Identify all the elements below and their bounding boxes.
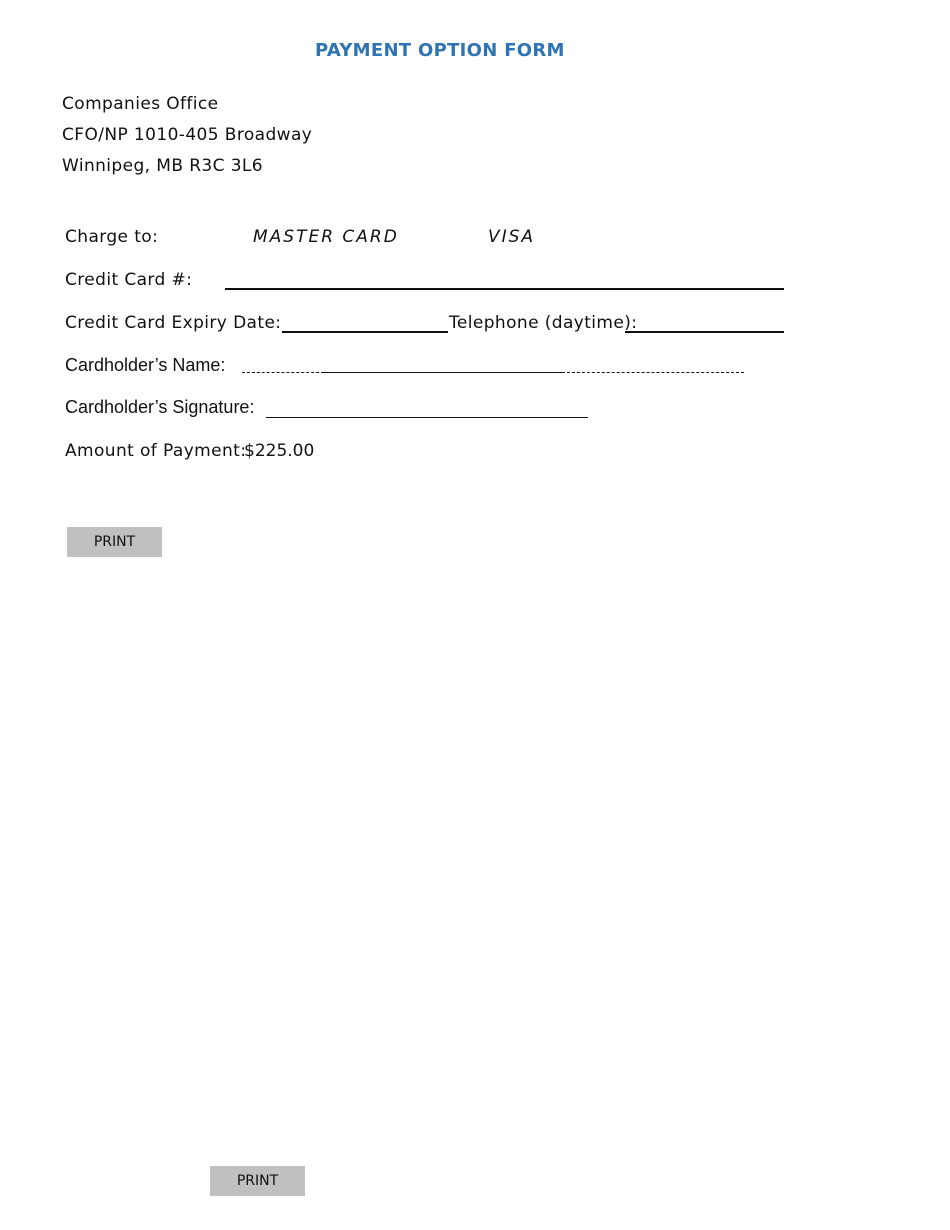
charge-to-label: Charge to: [65,227,159,247]
cardholder-name-field[interactable] [242,362,744,376]
telephone-label: Telephone (daytime): [449,313,638,333]
cardholder-name-label: Cardholder’s Name: [65,355,226,375]
address-line-3: Winnipeg, MB R3C 3L6 [62,156,264,176]
form-title: PAYMENT OPTION FORM [315,40,565,61]
print-button-bottom[interactable]: PRINT [210,1166,305,1196]
cardholder-signature-label: Cardholder’s Signature: [65,397,255,417]
credit-card-number-field[interactable] [225,266,784,290]
credit-card-number-label: Credit Card #: [65,270,193,290]
expiry-date-label: Credit Card Expiry Date: [65,313,282,333]
address-line-2: CFO/NP 1010-405 Broadway [62,125,313,145]
amount-label: Amount of Payment: [65,441,247,461]
name-underline-dashed-end [562,362,744,373]
name-underline-solid [324,362,562,373]
address-line-1: Companies Office [62,94,219,114]
telephone-field[interactable] [625,309,784,333]
print-button-top[interactable]: PRINT [67,527,162,557]
amount-value: $225.00 [244,441,315,461]
charge-option-visa[interactable]: VISA [488,227,536,247]
cardholder-signature-field[interactable] [266,395,588,418]
name-underline-dashed-start [242,362,324,373]
expiry-date-field[interactable] [282,309,448,333]
charge-option-mastercard[interactable]: MASTER CARD [253,227,399,247]
